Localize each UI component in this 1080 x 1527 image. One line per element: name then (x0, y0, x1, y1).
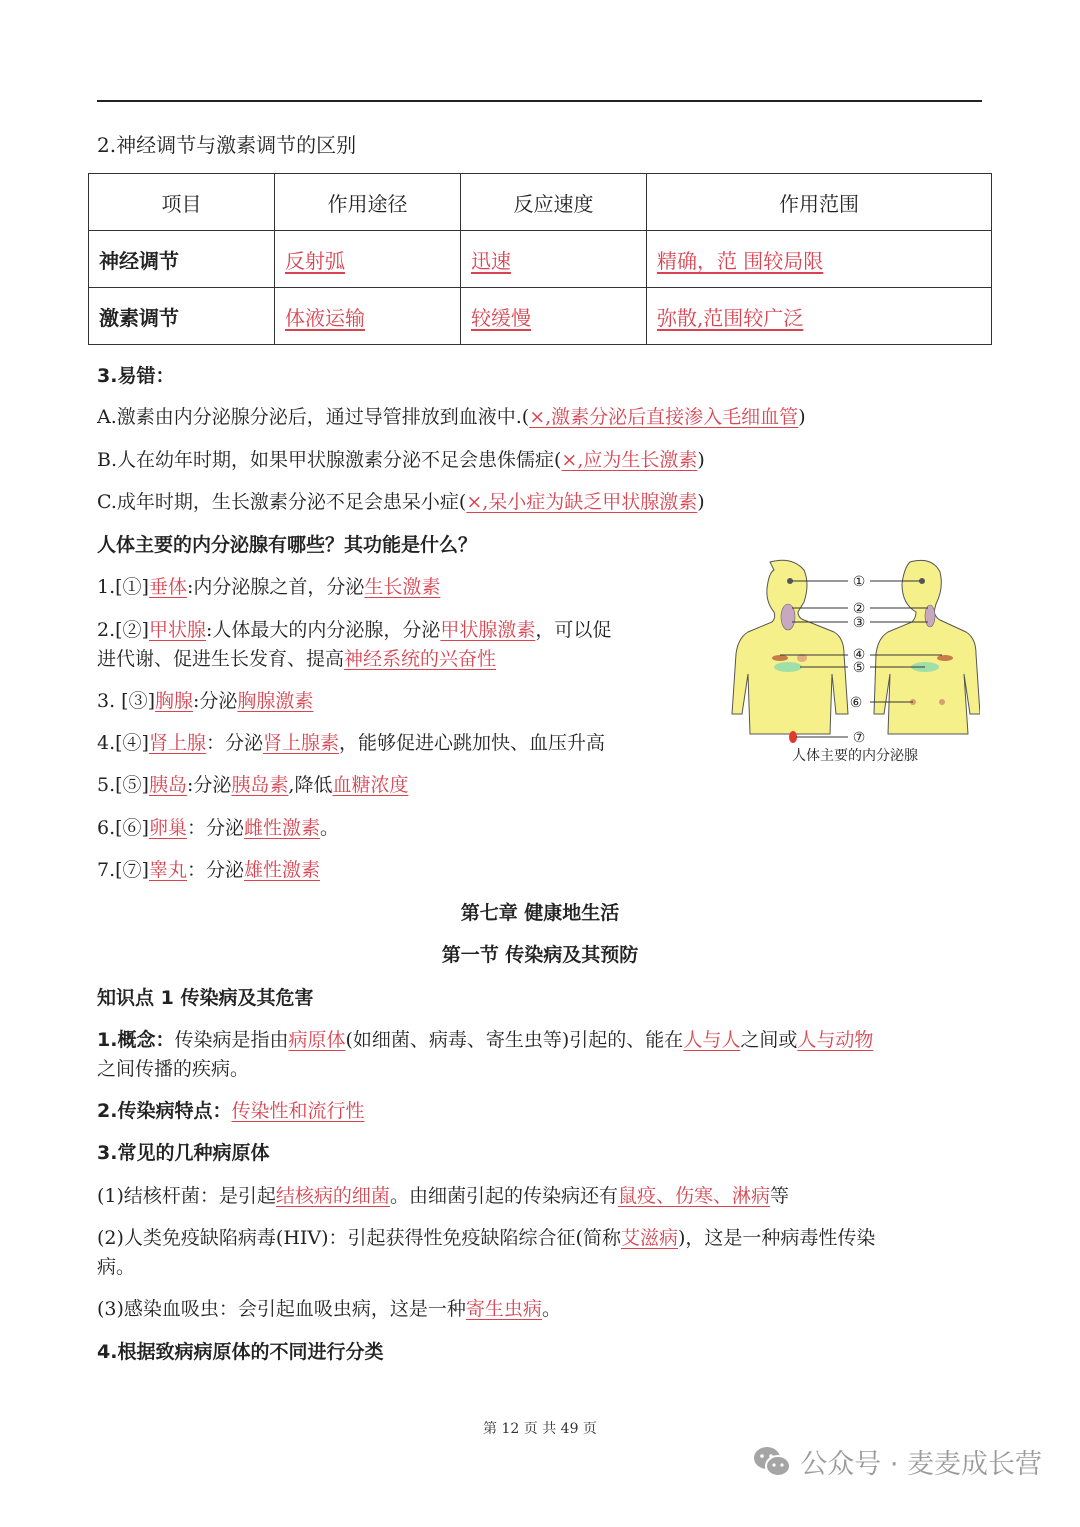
concept-line: 1.概念：传染病是指由病原体(如细菌、病毒、寄生虫等)引起的、能在人与人之间或人与动物 (97, 1029, 874, 1051)
figure-caption: 人体主要的内分泌腺 (792, 748, 918, 764)
knowledge-point-title: 知识点 1 传染病及其危害 (97, 987, 314, 1009)
svg-text:⑥: ⑥ (849, 695, 863, 711)
answer-text: 精确，范 围较局限 (656, 248, 824, 273)
glands-question: 人体主要的内分泌腺有哪些？其功能是什么？ (97, 534, 478, 556)
answer-text: 较缓慢 (470, 305, 531, 330)
answer-text: ×,激素分泌后直接渗入毛细血管 (529, 406, 799, 428)
table-header: 反应速度 (460, 174, 646, 231)
gland-item: 2.[②]甲状腺:人体最大的内分泌腺，分泌甲状腺激素，可以促 (97, 619, 612, 641)
answer-text: 迅速 (470, 248, 511, 273)
row-label: 激素调节 (89, 288, 275, 345)
section2-title: 2.神经调节与激素调节的区别 (97, 133, 357, 157)
gland-item: 4.[④]肾上腺：分泌肾上腺素，能够促进心跳加快、血压升高 (97, 732, 606, 754)
gland-item: 5.[⑤]胰岛:分泌胰岛素,降低血糖浓度 (97, 774, 409, 796)
gland-item: 7.[⑦]睾丸：分泌雄性激素 (97, 859, 321, 881)
table-header: 项目 (89, 174, 275, 231)
pathogens-title: 3.常见的几种病原体 (97, 1142, 270, 1164)
gland-item: 3. [③]胸腺:分泌胸腺激素 (97, 690, 314, 712)
answer-text: ×,应为生长激素 (561, 449, 698, 471)
watermark (752, 1442, 1042, 1481)
pathogen-item: (1)结核杆菌：是引起结核病的细菌。由细菌引起的传染病还有鼠疫、伤寒、淋病等 (97, 1185, 789, 1207)
table-row (89, 231, 992, 288)
answer-text: 弥散,范围较广泛 (656, 305, 804, 330)
pathogen-item: (3)感染血吸虫：会引起血吸虫病，这是一种寄生虫病。 (97, 1298, 561, 1320)
mistake-item-c: C.成年时期，生长激素分泌不足会患呆小症(×,呆小症为缺乏甲状腺激素) (97, 491, 705, 513)
answer-text: 反射弧 (284, 248, 345, 273)
watermark-text: 公众号 · 麦麦成长营 (800, 1449, 1042, 1480)
table-header: 作用途径 (274, 174, 460, 231)
classify-title: 4.根据致病病原体的不同进行分类 (97, 1341, 384, 1363)
header-rule (97, 100, 982, 102)
row-label: 神经调节 (89, 231, 275, 288)
svg-text:③: ③ (852, 615, 866, 631)
wechat-icon (752, 1445, 792, 1479)
feature-line: 2.传染病特点：传染性和流行性 (97, 1100, 365, 1122)
table-row (89, 288, 992, 345)
gland-item: 1.[①]垂体:内分泌腺之首，分泌生长激素 (97, 576, 441, 598)
table-header-row (89, 174, 992, 231)
human-body-illustration (730, 552, 980, 772)
svg-text:①: ① (852, 574, 866, 590)
gland-item-cont: 进代谢、促进生长发育、提高神经系统的兴奋性 (97, 648, 497, 670)
concept-line-cont: 之间传播的疾病。 (97, 1058, 250, 1080)
mistake-item-a: A.激素由内分泌腺分泌后，通过导管排放到血液中.(×,激素分泌后直接渗入毛细血管) (97, 406, 806, 428)
page-number: 第 12 页 共 49 页 (483, 1421, 597, 1437)
pathogen-item-cont: 病。 (97, 1256, 136, 1278)
endocrine-glands-figure (730, 552, 980, 772)
svg-text:⑤: ⑤ (852, 660, 866, 676)
section3-title: 3.易错： (97, 365, 175, 387)
svg-text:④: ④ (852, 647, 866, 663)
section-title: 第一节 传染病及其预防 (441, 944, 639, 966)
gland-item: 6.[⑥]卵巢：分泌雌性激素。 (97, 817, 340, 839)
mistake-item-b: B.人在幼年时期，如果甲状腺激素分泌不足会患侏儒症(×,应为生长激素) (97, 449, 705, 471)
pathogen-item: (2)人类免疫缺陷病毒(HIV)：引起获得性免疫缺陷综合征(简称艾滋病)，这是一种病毒性传染 (97, 1227, 876, 1249)
svg-text:②: ② (852, 601, 866, 617)
svg-text:⑦: ⑦ (852, 730, 866, 746)
table-header: 作用范围 (646, 174, 991, 231)
answer-text: 体液运输 (284, 305, 365, 330)
chapter-title: 第七章 健康地生活 (460, 902, 620, 924)
answer-text: ×,呆小症为缺乏甲状腺激素 (466, 491, 698, 513)
comparison-table (88, 173, 992, 345)
